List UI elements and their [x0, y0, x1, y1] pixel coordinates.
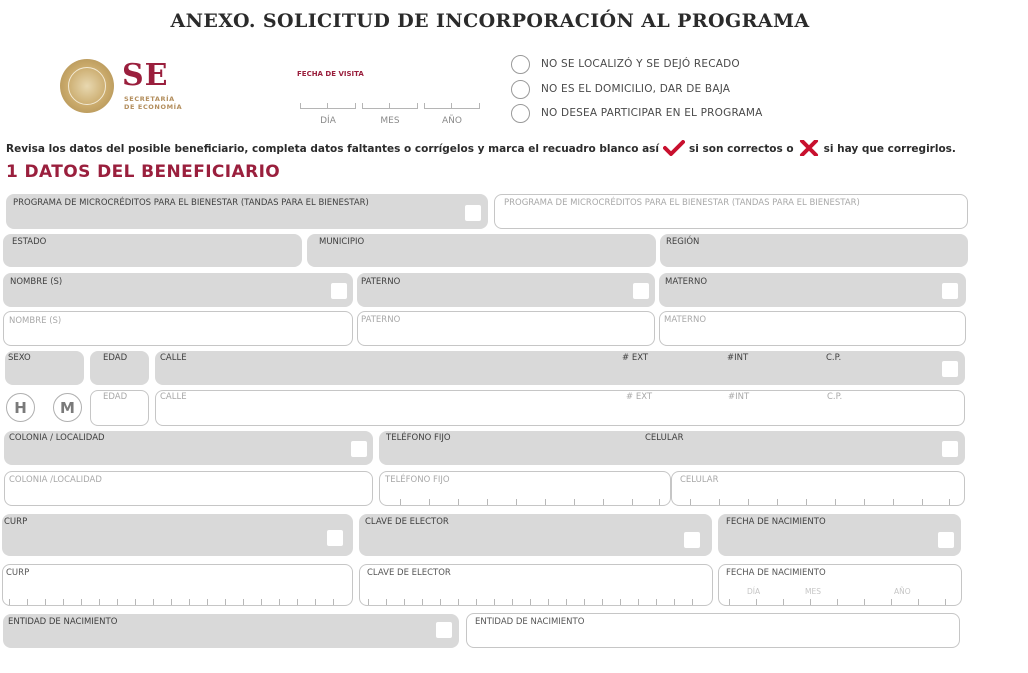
street-field	[155, 351, 965, 385]
instructions-part-1: Revisa los datos del posible beneficiario, completa datos faltantes o corrígelos y marca el recuadro blanco así	[6, 143, 660, 155]
program-correction-input[interactable]	[494, 194, 968, 229]
first-name-input-label: NOMBRE (S)	[9, 316, 62, 326]
voter-key-input[interactable]	[359, 564, 713, 606]
sex-female-option[interactable]: M	[53, 393, 82, 422]
logo-letters: SE	[122, 58, 169, 93]
program-checkbox[interactable]	[465, 205, 481, 221]
paternal-surname-label: PATERNO	[361, 277, 401, 287]
option-not-located-label: NO SE LOCALIZÓ Y SE DEJÓ RECADO	[541, 58, 740, 70]
cross-icon	[798, 140, 820, 156]
paternal-surname-checkbox[interactable]	[633, 283, 649, 299]
first-name-label: NOMBRE (S)	[10, 277, 63, 287]
ext-number-label: # EXT	[622, 353, 649, 363]
visit-day-field[interactable]	[300, 91, 356, 109]
voter-key-checkbox[interactable]	[684, 532, 700, 548]
section-title: 1 DATOS DEL BENEFICIARIO	[6, 162, 281, 182]
birth-year-caption: AÑO	[894, 587, 911, 596]
neighborhood-label: COLONIA / LOCALIDAD	[9, 433, 105, 443]
street-input[interactable]	[155, 390, 965, 426]
region-field	[660, 234, 968, 267]
mobile-input-label: CELULAR	[680, 475, 719, 485]
landline-input-label: TELÉFONO FIJO	[385, 475, 450, 485]
sex-male-option[interactable]: H	[6, 393, 35, 422]
street-label: CALLE	[160, 353, 187, 363]
birth-date-input-label: FECHA DE NACIMIENTO	[726, 568, 826, 578]
birth-state-input-label: ENTIDAD DE NACIMIENTO	[475, 617, 585, 627]
mobile-input[interactable]	[671, 471, 965, 506]
birth-date-input[interactable]	[718, 564, 962, 606]
paternal-surname-input-label: PATERNO	[361, 315, 401, 325]
neighborhood-input-label: COLONIA /LOCALIDAD	[9, 475, 102, 485]
voter-key-label: CLAVE DE ELECTOR	[365, 517, 449, 527]
neighborhood-input[interactable]	[4, 471, 373, 506]
visit-year-caption: AÑO	[442, 116, 462, 126]
age-field	[90, 351, 149, 385]
age-input-label: EDAD	[103, 392, 128, 402]
ext-number-input-label: # EXT	[626, 392, 653, 402]
mobile-digit-slots	[690, 499, 950, 505]
int-number-label: #INT	[727, 353, 749, 363]
neighborhood-checkbox[interactable]	[351, 441, 367, 457]
voter-key-character-slots	[368, 599, 704, 605]
paternal-surname-input[interactable]	[357, 311, 655, 346]
curp-input-label: CURP	[6, 568, 30, 578]
option-wrong-address-radio[interactable]	[511, 80, 530, 99]
municipality-label: MUNICIPIO	[319, 237, 365, 247]
neighborhood-field	[4, 431, 373, 465]
sex-label: SEXO	[8, 353, 31, 363]
document-title: ANEXO. SOLICITUD DE INCORPORACIÓN AL PROGRAMA	[170, 10, 810, 32]
landline-label: TELÉFONO FIJO	[386, 433, 451, 443]
option-wrong-address-label: NO ES EL DOMICILIO, DAR DE BAJA	[541, 83, 731, 95]
maternal-surname-input[interactable]	[659, 311, 966, 346]
postal-code-input-label: C.P.	[827, 392, 843, 402]
street-input-label: CALLE	[160, 392, 187, 402]
landline-digit-slots	[400, 499, 660, 505]
age-input[interactable]	[90, 390, 149, 426]
first-name-checkbox[interactable]	[331, 283, 347, 299]
maternal-surname-label: MATERNO	[665, 277, 708, 287]
curp-label: CURP	[4, 517, 28, 527]
birth-date-checkbox[interactable]	[938, 532, 954, 548]
coat-of-arms-logo	[60, 59, 114, 113]
birth-date-field	[718, 514, 961, 556]
program-label: PROGRAMA DE MICROCRÉDITOS PARA EL BIENESTAR (TANDAS PARA EL BIENESTAR)	[13, 198, 369, 208]
instructions-part-2: si son correctos o	[689, 143, 794, 155]
option-declined-radio[interactable]	[511, 104, 530, 123]
visit-date-label: FECHA DE VISITA	[297, 70, 364, 78]
phone-checkbox[interactable]	[942, 441, 958, 457]
maternal-surname-input-label: MATERNO	[664, 315, 707, 325]
curp-input[interactable]	[2, 564, 353, 606]
first-name-input[interactable]	[3, 311, 353, 346]
municipality-field	[307, 234, 656, 267]
option-declined-label: NO DESEA PARTICIPAR EN EL PROGRAMA	[541, 107, 763, 119]
phone-field	[379, 431, 965, 465]
state-field	[3, 234, 302, 267]
street-checkbox[interactable]	[942, 361, 958, 377]
instructions-part-3: si hay que corregirlos.	[823, 143, 956, 155]
age-label: EDAD	[103, 353, 128, 363]
program-correction-label: PROGRAMA DE MICROCRÉDITOS PARA EL BIENESTAR (TANDAS PARA EL BIENESTAR)	[504, 198, 860, 208]
curp-field	[2, 514, 353, 556]
checkmark-icon	[663, 140, 685, 156]
birth-month-caption: MES	[805, 587, 821, 596]
sex-field	[5, 351, 84, 385]
option-not-located-radio[interactable]	[511, 55, 530, 74]
birth-date-label: FECHA DE NACIMIENTO	[726, 517, 826, 527]
voter-key-field	[359, 514, 712, 556]
logo-subtitle-1: SECRETARÍA	[124, 95, 175, 103]
maternal-surname-checkbox[interactable]	[942, 283, 958, 299]
curp-checkbox[interactable]	[327, 530, 343, 546]
paternal-surname-field	[357, 273, 655, 307]
postal-code-label: C.P.	[826, 353, 842, 363]
visit-day-caption: DÍA	[320, 116, 336, 126]
landline-input[interactable]	[379, 471, 671, 506]
birth-state-label: ENTIDAD DE NACIMIENTO	[8, 617, 118, 627]
birth-day-caption: DÍA	[747, 587, 761, 596]
region-label: REGIÓN	[666, 237, 700, 247]
maternal-surname-field	[659, 273, 966, 307]
birth-state-input[interactable]	[466, 613, 960, 648]
birth-state-field	[3, 614, 459, 648]
mobile-label: CELULAR	[645, 433, 684, 443]
birth-date-digit-slots	[729, 599, 949, 605]
logo-subtitle-2: DE ECONOMÍA	[124, 103, 183, 111]
curp-character-slots	[9, 599, 339, 605]
state-label: ESTADO	[12, 237, 47, 247]
visit-month-field[interactable]	[362, 91, 418, 109]
first-name-field	[3, 273, 353, 307]
visit-year-field[interactable]	[424, 91, 480, 109]
int-number-input-label: #INT	[728, 392, 750, 402]
visit-month-caption: MES	[380, 116, 400, 126]
instructions-text	[6, 140, 956, 156]
program-field	[6, 194, 488, 229]
voter-key-input-label: CLAVE DE ELECTOR	[367, 568, 451, 578]
birth-state-checkbox[interactable]	[436, 622, 452, 638]
